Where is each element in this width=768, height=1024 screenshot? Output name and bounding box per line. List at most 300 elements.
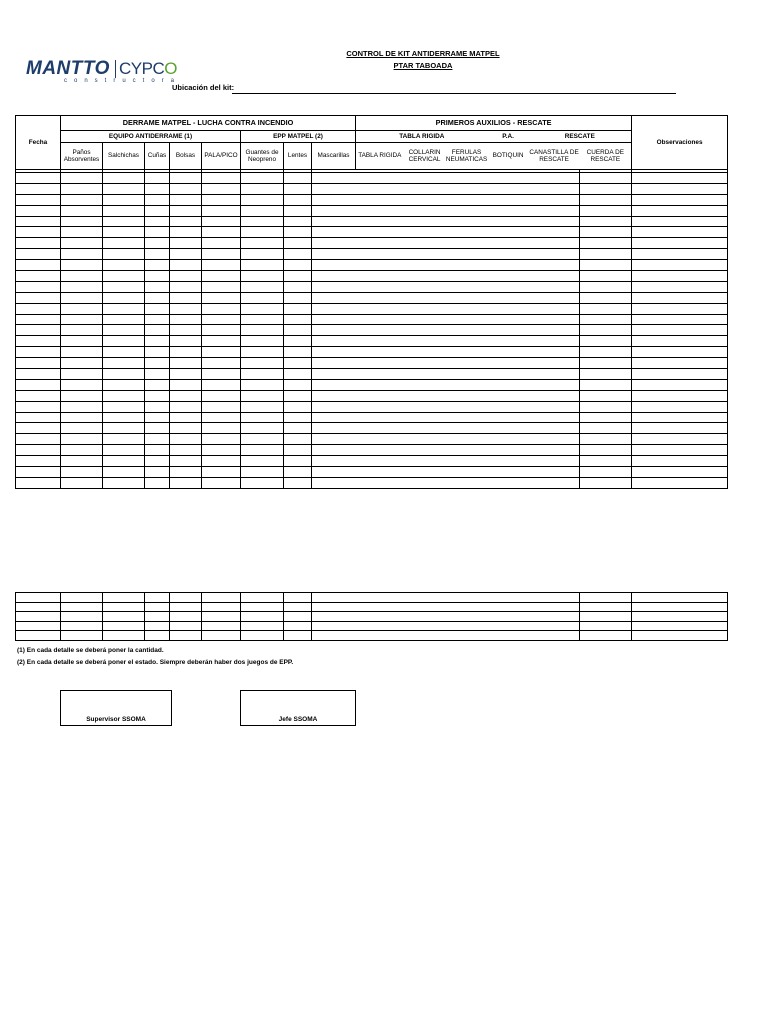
table-cell[interactable] xyxy=(16,347,61,358)
table-cell[interactable] xyxy=(61,205,103,216)
table-cell[interactable] xyxy=(145,477,170,488)
table-cell[interactable] xyxy=(632,456,728,467)
table-cell[interactable] xyxy=(170,358,202,369)
table-cell[interactable] xyxy=(16,325,61,336)
table-cell[interactable] xyxy=(145,325,170,336)
table-cell[interactable] xyxy=(16,205,61,216)
table-cell[interactable] xyxy=(446,194,488,205)
table-cell[interactable] xyxy=(170,216,202,227)
table-cell[interactable] xyxy=(404,602,446,612)
table-cell[interactable] xyxy=(145,303,170,314)
table-cell[interactable] xyxy=(61,401,103,412)
table-cell[interactable] xyxy=(284,314,312,325)
table-cell[interactable] xyxy=(529,292,580,303)
table-cell[interactable] xyxy=(16,227,61,238)
table-cell[interactable] xyxy=(356,602,404,612)
table-cell[interactable] xyxy=(404,593,446,603)
table-cell[interactable] xyxy=(632,216,728,227)
table-cell[interactable] xyxy=(632,183,728,194)
table-cell[interactable] xyxy=(529,183,580,194)
table-cell[interactable] xyxy=(529,631,580,641)
table-cell[interactable] xyxy=(145,602,170,612)
table-cell[interactable] xyxy=(446,336,488,347)
table-cell[interactable] xyxy=(61,621,103,631)
table-cell[interactable] xyxy=(580,445,632,456)
table-cell[interactable] xyxy=(488,401,529,412)
table-cell[interactable] xyxy=(356,281,404,292)
table-cell[interactable] xyxy=(632,412,728,423)
table-cell[interactable] xyxy=(580,621,632,631)
table-cell[interactable] xyxy=(170,467,202,478)
table-cell[interactable] xyxy=(145,401,170,412)
table-cell[interactable] xyxy=(103,434,145,445)
table-cell[interactable] xyxy=(202,456,241,467)
table-cell[interactable] xyxy=(356,456,404,467)
table-cell[interactable] xyxy=(580,281,632,292)
table-cell[interactable] xyxy=(404,631,446,641)
table-cell[interactable] xyxy=(61,390,103,401)
table-cell[interactable] xyxy=(61,303,103,314)
table-cell[interactable] xyxy=(202,325,241,336)
table-cell[interactable] xyxy=(529,423,580,434)
table-cell[interactable] xyxy=(284,612,312,622)
table-cell[interactable] xyxy=(241,303,284,314)
table-cell[interactable] xyxy=(580,183,632,194)
table-cell[interactable] xyxy=(61,260,103,271)
table-cell[interactable] xyxy=(284,621,312,631)
table-cell[interactable] xyxy=(488,292,529,303)
table-cell[interactable] xyxy=(103,303,145,314)
table-cell[interactable] xyxy=(61,423,103,434)
table-cell[interactable] xyxy=(356,467,404,478)
table-cell[interactable] xyxy=(632,205,728,216)
table-cell[interactable] xyxy=(446,260,488,271)
table-cell[interactable] xyxy=(145,412,170,423)
table-cell[interactable] xyxy=(103,205,145,216)
table-cell[interactable] xyxy=(202,369,241,380)
table-cell[interactable] xyxy=(404,183,446,194)
table-cell[interactable] xyxy=(488,379,529,390)
table-cell[interactable] xyxy=(488,602,529,612)
table-cell[interactable] xyxy=(170,325,202,336)
ubicacion-field[interactable] xyxy=(232,93,676,94)
table-cell[interactable] xyxy=(446,390,488,401)
table-cell[interactable] xyxy=(145,347,170,358)
table-cell[interactable] xyxy=(312,612,356,622)
table-cell[interactable] xyxy=(529,412,580,423)
table-cell[interactable] xyxy=(312,249,356,260)
table-cell[interactable] xyxy=(446,621,488,631)
table-cell[interactable] xyxy=(632,194,728,205)
table-cell[interactable] xyxy=(312,621,356,631)
table-cell[interactable] xyxy=(529,621,580,631)
table-cell[interactable] xyxy=(284,292,312,303)
table-cell[interactable] xyxy=(241,325,284,336)
table-cell[interactable] xyxy=(356,271,404,282)
table-cell[interactable] xyxy=(61,249,103,260)
signature-box-supervisor[interactable] xyxy=(60,690,172,726)
table-cell[interactable] xyxy=(404,325,446,336)
table-cell[interactable] xyxy=(16,434,61,445)
table-cell[interactable] xyxy=(404,205,446,216)
table-cell[interactable] xyxy=(356,216,404,227)
table-cell[interactable] xyxy=(103,631,145,641)
table-cell[interactable] xyxy=(241,347,284,358)
table-cell[interactable] xyxy=(580,194,632,205)
table-cell[interactable] xyxy=(580,631,632,641)
table-cell[interactable] xyxy=(529,271,580,282)
table-cell[interactable] xyxy=(632,434,728,445)
table-cell[interactable] xyxy=(632,281,728,292)
table-cell[interactable] xyxy=(241,336,284,347)
table-cell[interactable] xyxy=(529,456,580,467)
table-cell[interactable] xyxy=(529,325,580,336)
table-cell[interactable] xyxy=(446,325,488,336)
table-cell[interactable] xyxy=(404,314,446,325)
table-cell[interactable] xyxy=(488,227,529,238)
table-cell[interactable] xyxy=(16,401,61,412)
table-cell[interactable] xyxy=(145,183,170,194)
table-cell[interactable] xyxy=(632,602,728,612)
table-cell[interactable] xyxy=(312,205,356,216)
table-cell[interactable] xyxy=(202,227,241,238)
table-cell[interactable] xyxy=(312,602,356,612)
table-cell[interactable] xyxy=(103,358,145,369)
table-cell[interactable] xyxy=(404,445,446,456)
table-cell[interactable] xyxy=(284,456,312,467)
table-cell[interactable] xyxy=(632,423,728,434)
table-cell[interactable] xyxy=(202,292,241,303)
table-cell[interactable] xyxy=(632,227,728,238)
table-cell[interactable] xyxy=(202,194,241,205)
table-cell[interactable] xyxy=(488,358,529,369)
table-cell[interactable] xyxy=(170,194,202,205)
table-cell[interactable] xyxy=(632,314,728,325)
table-cell[interactable] xyxy=(632,238,728,249)
table-cell[interactable] xyxy=(529,477,580,488)
table-cell[interactable] xyxy=(312,216,356,227)
table-cell[interactable] xyxy=(16,303,61,314)
table-cell[interactable] xyxy=(284,445,312,456)
table-cell[interactable] xyxy=(202,336,241,347)
table-cell[interactable] xyxy=(284,271,312,282)
table-cell[interactable] xyxy=(312,336,356,347)
table-cell[interactable] xyxy=(170,281,202,292)
table-cell[interactable] xyxy=(103,249,145,260)
table-cell[interactable] xyxy=(284,183,312,194)
table-cell[interactable] xyxy=(632,336,728,347)
table-cell[interactable] xyxy=(170,336,202,347)
table-cell[interactable] xyxy=(529,445,580,456)
table-cell[interactable] xyxy=(170,205,202,216)
table-cell[interactable] xyxy=(529,401,580,412)
table-cell[interactable] xyxy=(241,379,284,390)
table-cell[interactable] xyxy=(632,358,728,369)
table-cell[interactable] xyxy=(488,369,529,380)
table-cell[interactable] xyxy=(170,173,202,184)
table-cell[interactable] xyxy=(529,336,580,347)
table-cell[interactable] xyxy=(488,271,529,282)
table-cell[interactable] xyxy=(580,401,632,412)
table-cell[interactable] xyxy=(356,445,404,456)
table-cell[interactable] xyxy=(16,281,61,292)
table-cell[interactable] xyxy=(241,593,284,603)
table-cell[interactable] xyxy=(170,238,202,249)
table-cell[interactable] xyxy=(356,303,404,314)
table-cell[interactable] xyxy=(580,249,632,260)
table-cell[interactable] xyxy=(580,325,632,336)
table-cell[interactable] xyxy=(241,227,284,238)
table-cell[interactable] xyxy=(284,631,312,641)
table-cell[interactable] xyxy=(356,369,404,380)
table-cell[interactable] xyxy=(404,467,446,478)
table-cell[interactable] xyxy=(446,314,488,325)
signature-box-jefe[interactable] xyxy=(240,690,356,726)
table-cell[interactable] xyxy=(61,325,103,336)
table-cell[interactable] xyxy=(529,173,580,184)
table-cell[interactable] xyxy=(404,292,446,303)
table-cell[interactable] xyxy=(404,303,446,314)
table-cell[interactable] xyxy=(241,238,284,249)
table-cell[interactable] xyxy=(312,271,356,282)
table-cell[interactable] xyxy=(404,401,446,412)
table-cell[interactable] xyxy=(356,631,404,641)
table-cell[interactable] xyxy=(284,173,312,184)
table-cell[interactable] xyxy=(312,325,356,336)
table-cell[interactable] xyxy=(632,621,728,631)
table-cell[interactable] xyxy=(356,401,404,412)
table-cell[interactable] xyxy=(356,249,404,260)
table-cell[interactable] xyxy=(284,303,312,314)
table-cell[interactable] xyxy=(580,379,632,390)
table-cell[interactable] xyxy=(170,314,202,325)
table-cell[interactable] xyxy=(241,292,284,303)
table-cell[interactable] xyxy=(61,467,103,478)
table-cell[interactable] xyxy=(170,401,202,412)
table-cell[interactable] xyxy=(241,434,284,445)
table-cell[interactable] xyxy=(580,216,632,227)
table-cell[interactable] xyxy=(16,621,61,631)
table-cell[interactable] xyxy=(404,194,446,205)
table-cell[interactable] xyxy=(103,194,145,205)
table-cell[interactable] xyxy=(16,369,61,380)
table-cell[interactable] xyxy=(103,602,145,612)
table-cell[interactable] xyxy=(170,445,202,456)
table-cell[interactable] xyxy=(488,612,529,622)
table-cell[interactable] xyxy=(488,336,529,347)
table-cell[interactable] xyxy=(312,401,356,412)
table-cell[interactable] xyxy=(16,183,61,194)
table-cell[interactable] xyxy=(145,390,170,401)
table-cell[interactable] xyxy=(61,602,103,612)
table-cell[interactable] xyxy=(103,281,145,292)
table-cell[interactable] xyxy=(145,227,170,238)
table-cell[interactable] xyxy=(241,183,284,194)
table-cell[interactable] xyxy=(312,390,356,401)
table-cell[interactable] xyxy=(61,358,103,369)
table-cell[interactable] xyxy=(580,314,632,325)
table-cell[interactable] xyxy=(103,401,145,412)
table-cell[interactable] xyxy=(284,325,312,336)
table-cell[interactable] xyxy=(580,390,632,401)
table-cell[interactable] xyxy=(16,593,61,603)
table-cell[interactable] xyxy=(202,593,241,603)
table-cell[interactable] xyxy=(356,227,404,238)
table-cell[interactable] xyxy=(580,292,632,303)
table-cell[interactable] xyxy=(284,412,312,423)
table-cell[interactable] xyxy=(356,238,404,249)
table-cell[interactable] xyxy=(404,390,446,401)
table-cell[interactable] xyxy=(202,631,241,641)
table-cell[interactable] xyxy=(446,445,488,456)
table-cell[interactable] xyxy=(529,347,580,358)
table-cell[interactable] xyxy=(404,347,446,358)
table-cell[interactable] xyxy=(170,303,202,314)
table-cell[interactable] xyxy=(61,227,103,238)
table-cell[interactable] xyxy=(446,477,488,488)
table-cell[interactable] xyxy=(404,621,446,631)
table-cell[interactable] xyxy=(145,336,170,347)
table-cell[interactable] xyxy=(446,369,488,380)
table-cell[interactable] xyxy=(632,271,728,282)
table-cell[interactable] xyxy=(103,612,145,622)
table-cell[interactable] xyxy=(404,358,446,369)
table-cell[interactable] xyxy=(529,602,580,612)
table-cell[interactable] xyxy=(284,194,312,205)
table-cell[interactable] xyxy=(529,260,580,271)
table-cell[interactable] xyxy=(488,303,529,314)
table-cell[interactable] xyxy=(632,369,728,380)
table-cell[interactable] xyxy=(145,260,170,271)
table-cell[interactable] xyxy=(61,173,103,184)
table-cell[interactable] xyxy=(632,593,728,603)
table-cell[interactable] xyxy=(356,423,404,434)
table-cell[interactable] xyxy=(529,358,580,369)
table-cell[interactable] xyxy=(404,423,446,434)
table-cell[interactable] xyxy=(145,292,170,303)
table-cell[interactable] xyxy=(529,612,580,622)
table-cell[interactable] xyxy=(446,358,488,369)
table-cell[interactable] xyxy=(580,260,632,271)
table-cell[interactable] xyxy=(488,423,529,434)
table-cell[interactable] xyxy=(103,593,145,603)
table-cell[interactable] xyxy=(529,205,580,216)
table-cell[interactable] xyxy=(170,227,202,238)
table-cell[interactable] xyxy=(488,281,529,292)
table-cell[interactable] xyxy=(16,602,61,612)
table-cell[interactable] xyxy=(103,412,145,423)
table-cell[interactable] xyxy=(103,423,145,434)
table-cell[interactable] xyxy=(404,249,446,260)
table-cell[interactable] xyxy=(284,238,312,249)
table-cell[interactable] xyxy=(284,227,312,238)
table-cell[interactable] xyxy=(284,401,312,412)
table-cell[interactable] xyxy=(446,401,488,412)
table-cell[interactable] xyxy=(632,292,728,303)
table-cell[interactable] xyxy=(16,423,61,434)
table-cell[interactable] xyxy=(580,303,632,314)
table-cell[interactable] xyxy=(488,183,529,194)
table-cell[interactable] xyxy=(202,173,241,184)
table-cell[interactable] xyxy=(61,477,103,488)
table-cell[interactable] xyxy=(16,612,61,622)
table-cell[interactable] xyxy=(103,390,145,401)
table-cell[interactable] xyxy=(241,477,284,488)
table-cell[interactable] xyxy=(103,445,145,456)
table-cell[interactable] xyxy=(446,612,488,622)
table-cell[interactable] xyxy=(632,631,728,641)
table-cell[interactable] xyxy=(404,173,446,184)
table-cell[interactable] xyxy=(488,314,529,325)
table-cell[interactable] xyxy=(312,292,356,303)
table-cell[interactable] xyxy=(284,260,312,271)
table-cell[interactable] xyxy=(580,412,632,423)
table-cell[interactable] xyxy=(312,593,356,603)
table-cell[interactable] xyxy=(16,477,61,488)
table-cell[interactable] xyxy=(529,281,580,292)
table-cell[interactable] xyxy=(580,336,632,347)
table-cell[interactable] xyxy=(103,477,145,488)
table-cell[interactable] xyxy=(241,412,284,423)
table-cell[interactable] xyxy=(61,347,103,358)
table-cell[interactable] xyxy=(488,260,529,271)
table-cell[interactable] xyxy=(632,347,728,358)
table-cell[interactable] xyxy=(356,390,404,401)
table-cell[interactable] xyxy=(241,602,284,612)
table-cell[interactable] xyxy=(529,249,580,260)
table-cell[interactable] xyxy=(170,347,202,358)
table-cell[interactable] xyxy=(61,612,103,622)
table-cell[interactable] xyxy=(312,194,356,205)
table-cell[interactable] xyxy=(284,205,312,216)
table-cell[interactable] xyxy=(241,631,284,641)
table-cell[interactable] xyxy=(16,445,61,456)
table-cell[interactable] xyxy=(312,434,356,445)
table-cell[interactable] xyxy=(404,216,446,227)
table-cell[interactable] xyxy=(632,379,728,390)
table-cell[interactable] xyxy=(529,314,580,325)
table-cell[interactable] xyxy=(446,593,488,603)
table-cell[interactable] xyxy=(312,281,356,292)
table-cell[interactable] xyxy=(404,434,446,445)
table-cell[interactable] xyxy=(446,205,488,216)
table-cell[interactable] xyxy=(529,216,580,227)
table-cell[interactable] xyxy=(312,314,356,325)
table-cell[interactable] xyxy=(145,238,170,249)
table-cell[interactable] xyxy=(145,612,170,622)
table-cell[interactable] xyxy=(170,390,202,401)
table-cell[interactable] xyxy=(356,477,404,488)
table-cell[interactable] xyxy=(202,303,241,314)
table-cell[interactable] xyxy=(241,249,284,260)
table-cell[interactable] xyxy=(356,336,404,347)
table-cell[interactable] xyxy=(580,602,632,612)
table-cell[interactable] xyxy=(103,369,145,380)
table-cell[interactable] xyxy=(202,423,241,434)
table-cell[interactable] xyxy=(446,216,488,227)
table-cell[interactable] xyxy=(446,412,488,423)
table-cell[interactable] xyxy=(488,621,529,631)
table-cell[interactable] xyxy=(202,401,241,412)
table-cell[interactable] xyxy=(202,249,241,260)
table-cell[interactable] xyxy=(404,281,446,292)
table-cell[interactable] xyxy=(529,467,580,478)
table-cell[interactable] xyxy=(356,325,404,336)
table-cell[interactable] xyxy=(145,271,170,282)
table-cell[interactable] xyxy=(580,423,632,434)
table-cell[interactable] xyxy=(312,467,356,478)
table-cell[interactable] xyxy=(312,260,356,271)
